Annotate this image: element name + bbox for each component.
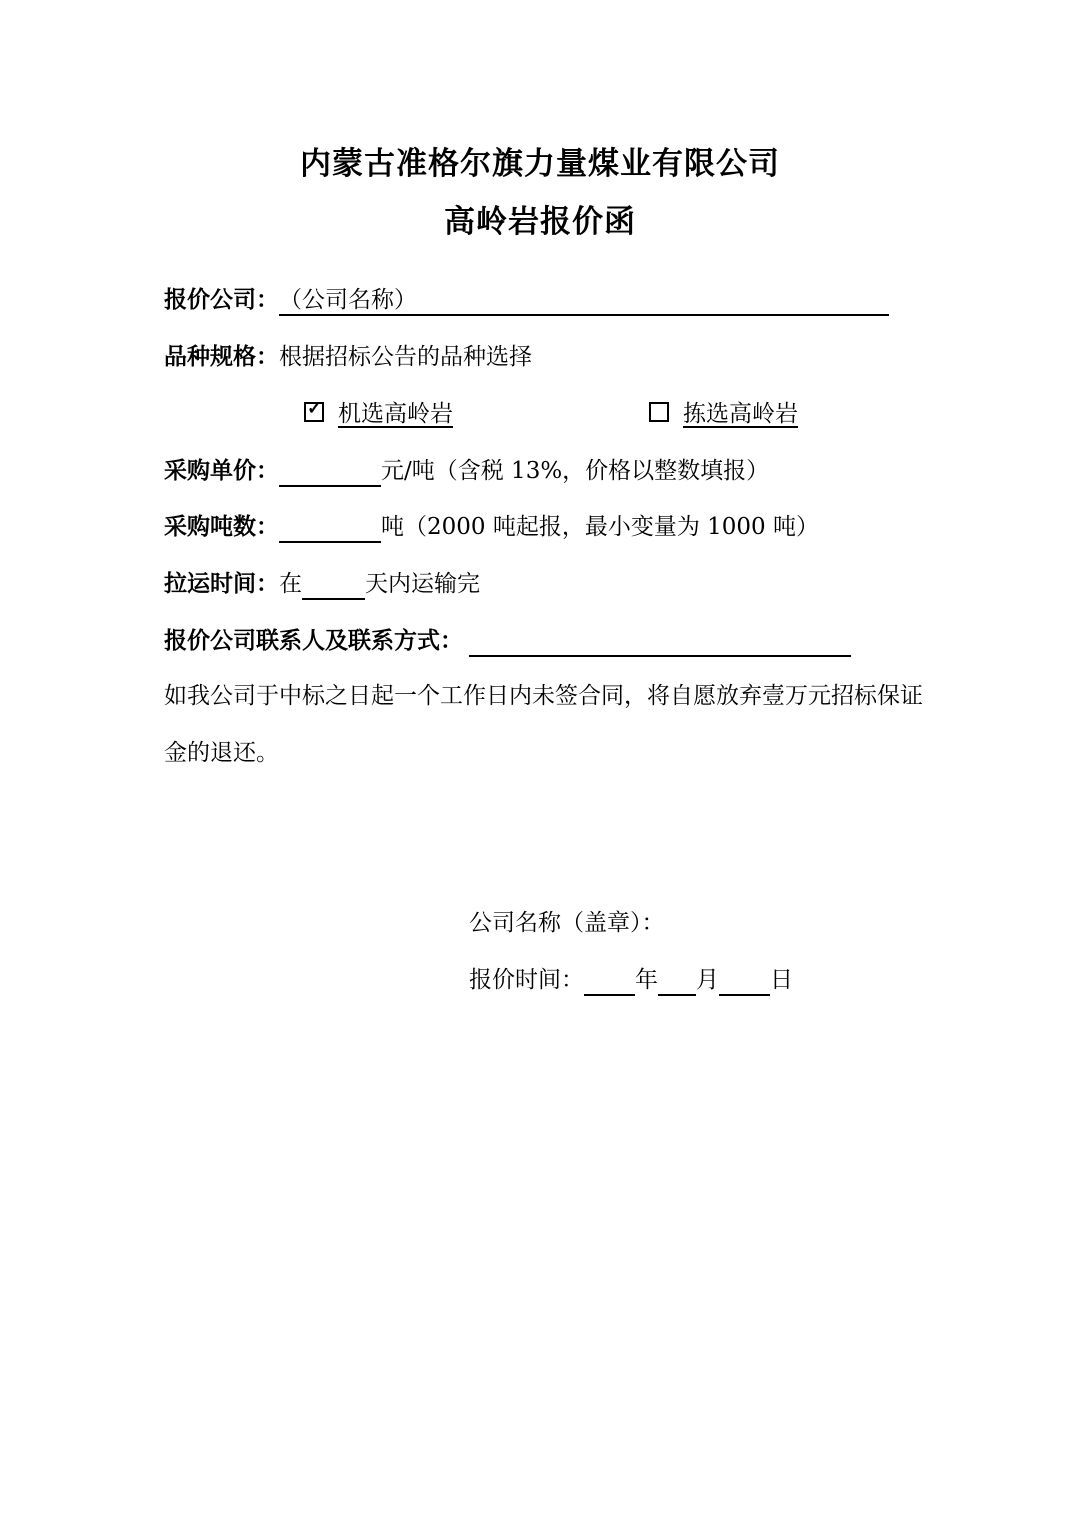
company-field[interactable]	[279, 287, 889, 316]
document-subtitle: 高岭岩报价函	[444, 204, 636, 240]
spec-row	[164, 341, 532, 373]
option-hand-label: 拣选高岭岩	[683, 401, 798, 427]
quantity-row	[164, 511, 819, 543]
checked-checkbox[interactable]	[304, 398, 324, 422]
delivery-suffix: 天内运输完	[365, 571, 480, 597]
quantity-field[interactable]	[279, 517, 381, 543]
document-title: 内蒙古准格尔旗力量煤业有限公司	[300, 146, 780, 182]
year-field[interactable]	[584, 970, 635, 996]
unit-price-note: 元/吨（含税 13%，价格以整数填报）	[381, 458, 770, 484]
unit-price-field[interactable]	[279, 461, 381, 487]
signature-company-row	[469, 907, 665, 939]
unchecked-checkbox[interactable]	[649, 402, 669, 422]
month-label: 月	[696, 967, 719, 993]
statement-paragraph: 如我公司于中标之日起一个工作日内未签合同，将自愿放弃壹万元招标保证金的退还。	[164, 683, 923, 766]
delivery-days-field[interactable]	[302, 574, 365, 600]
contact-label: 报价公司联系人及联系方式：	[164, 627, 463, 654]
quantity-note: 吨（2000 吨起报，最小变量为 1000 吨）	[381, 514, 819, 540]
spec-value: 根据招标公告的品种选择	[279, 344, 532, 370]
option-hand-selected[interactable]	[649, 398, 798, 430]
contact-row	[164, 625, 851, 657]
signature-date-label: 报价时间：	[469, 967, 584, 993]
signature-company-label: 公司名称（盖章）：	[469, 910, 665, 936]
quantity-label: 采购吨数：	[164, 513, 279, 540]
unit-price-row	[164, 455, 769, 487]
option-machine-label: 机选高岭岩	[338, 401, 453, 427]
unit-price-label: 采购单价：	[164, 457, 279, 484]
signature-date-row	[469, 964, 793, 996]
delivery-label: 拉运时间：	[164, 570, 279, 597]
check-mark-icon: ✓	[307, 398, 323, 419]
delivery-row	[164, 568, 480, 600]
company-label: 报价公司：	[164, 286, 279, 313]
company-placeholder: （公司名称）	[279, 287, 417, 313]
company-row	[164, 284, 889, 316]
contact-field[interactable]	[469, 631, 851, 657]
day-field[interactable]	[719, 970, 770, 996]
spec-label: 品种规格：	[164, 343, 279, 370]
option-machine-selected[interactable]	[304, 398, 453, 430]
month-field[interactable]	[658, 970, 696, 996]
year-label: 年	[635, 967, 658, 993]
delivery-prefix: 在	[279, 571, 302, 597]
day-label: 日	[770, 967, 793, 993]
